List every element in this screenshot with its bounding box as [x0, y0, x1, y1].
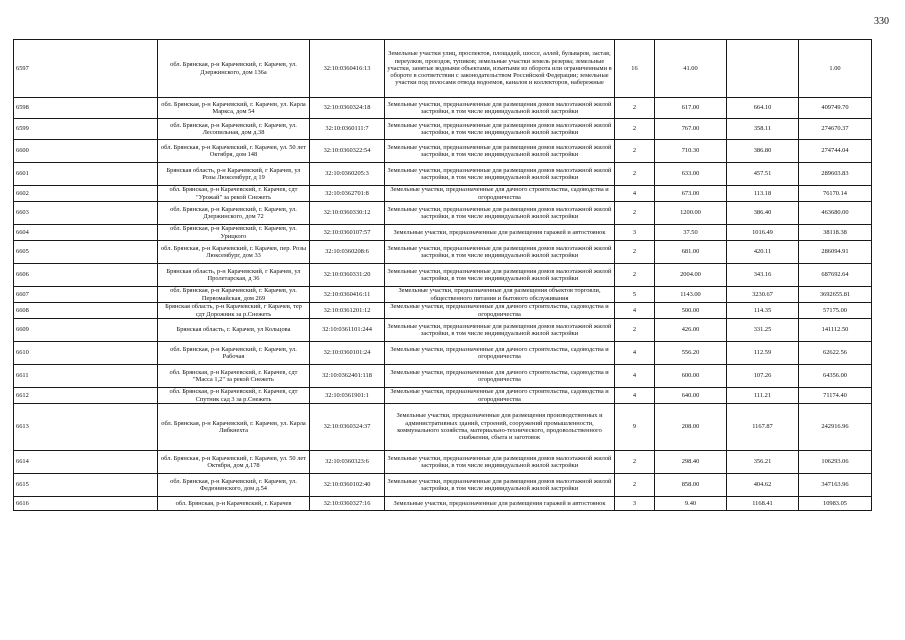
area-cell: 673.00	[655, 186, 727, 202]
area-cell: 37.50	[655, 225, 727, 241]
address-cell: Брянская область, р-н Карачевский, г Карачев, ул Розы Люксембург, д 19	[158, 163, 310, 186]
cadastral-value-cell: 62622.56	[799, 342, 872, 365]
specific-value-cell: 114.35	[727, 303, 799, 319]
use-group-cell: 2	[615, 163, 655, 186]
address-cell: обл. Брянская, р-н Карачевский, г. Карачев, ул. Карла Либкнехта	[158, 404, 310, 451]
row-number: 6615	[14, 474, 158, 497]
area-cell: 858.00	[655, 474, 727, 497]
land-use-cell: Земельные участки, предназначенные для размещения производственных и административных зданий, строений, сооружений промышленности, коммунального хозяйства, материально-технического, продовольственного снабжения, сбыта и заготовок	[385, 404, 615, 451]
area-cell: 9.40	[655, 497, 727, 511]
use-group-cell: 4	[615, 388, 655, 404]
cadastral-number-cell: 32:10:0360416:11	[310, 287, 385, 303]
use-group-cell: 4	[615, 303, 655, 319]
cadastral-value-cell: 3692655.81	[799, 287, 872, 303]
land-use-cell: Земельные участки, предназначенные для размещения домов малоэтажной жилой застройки, в том числе индивидуальной жилой застройки	[385, 119, 615, 140]
row-number: 6613	[14, 404, 158, 451]
land-use-cell: Земельные участки, предназначенные для размещения домов малоэтажной жилой застройки, в том числе индивидуальной жилой застройки	[385, 474, 615, 497]
use-group-cell: 2	[615, 241, 655, 264]
specific-value-cell	[727, 40, 799, 98]
land-use-cell: Земельные участки, предназначенные для размещения домов малоэтажной жилой застройки, в том числе индивидуальной жилой застройки	[385, 140, 615, 163]
table-row	[14, 186, 872, 202]
cadastral-value-cell: 38118.38	[799, 225, 872, 241]
specific-value-cell: 107.26	[727, 365, 799, 388]
table-row	[14, 388, 872, 404]
area-cell: 41.00	[655, 40, 727, 98]
land-use-cell: Земельные участки, предназначенные для дачного строительства, садоводства и огородничества	[385, 365, 615, 388]
cadastral-number-cell: 32:10:0361201:12	[310, 303, 385, 319]
use-group-cell: 4	[615, 365, 655, 388]
cadastral-value-cell: 76170.14	[799, 186, 872, 202]
land-use-cell: Земельные участки, предназначенные для размещения домов малоэтажной жилой застройки, в том числе индивидуальной жилой застройки	[385, 163, 615, 186]
table-row	[14, 451, 872, 474]
address-cell: обл. Брянская, р-н Карачевский, г. Карачев, сдт "Урожай" за рекой Снежеть	[158, 186, 310, 202]
area-cell: 617.00	[655, 98, 727, 119]
use-group-cell: 2	[615, 319, 655, 342]
page-number: 330	[874, 16, 889, 27]
land-use-cell: Земельные участки, предназначенные для дачного строительства, садоводства и огородничества	[385, 342, 615, 365]
row-number: 6598	[14, 98, 158, 119]
cadastral-number-cell: 32:10:0360107:57	[310, 225, 385, 241]
land-use-cell: Земельные участки, предназначенные для размещения гаражей и автостоянок	[385, 225, 615, 241]
cadastral-number-cell: 32:10:0361901:1	[310, 388, 385, 404]
table-row	[14, 264, 872, 287]
area-cell: 681.00	[655, 241, 727, 264]
land-use-cell: Земельные участки, предназначенные для размещения объектов торговли, общественного питания и бытового обслуживания	[385, 287, 615, 303]
row-number: 6599	[14, 119, 158, 140]
land-use-cell: Земельные участки, предназначенные для дачного строительства, садоводства и огородничества	[385, 303, 615, 319]
address-cell: обл. Брянская, р-н Карачевский, г. Карачев, ул. 50 лет Октября, дом 148	[158, 140, 310, 163]
cadastral-number-cell: 32:10:0360102:40	[310, 474, 385, 497]
cadastral-number-cell: 32:10:0360111:7	[310, 119, 385, 140]
cadastral-number-cell: 32:10:0360324:37	[310, 404, 385, 451]
cadastral-value-cell: 1.00	[799, 40, 872, 98]
area-cell: 767.00	[655, 119, 727, 140]
use-group-cell: 4	[615, 342, 655, 365]
table-row	[14, 202, 872, 225]
address-cell: Брянская область, р-н Карачевский, г Карачев, тер сдт Дорожник за р.Снежеть	[158, 303, 310, 319]
address-cell: обл. Брянская, р-н Карачевский, г. Карачев, ул. Дзержинского, дом 136а	[158, 40, 310, 98]
use-group-cell: 2	[615, 202, 655, 225]
address-cell: обл. Брянская, р-н Карачевский, г. Карачев, ул. Первомайская, дом 269	[158, 287, 310, 303]
cadastral-value-cell: 71174.40	[799, 388, 872, 404]
row-number: 6606	[14, 264, 158, 287]
use-group-cell: 2	[615, 474, 655, 497]
area-cell: 1200.00	[655, 202, 727, 225]
specific-value-cell: 113.18	[727, 186, 799, 202]
specific-value-cell: 343.16	[727, 264, 799, 287]
row-number: 6610	[14, 342, 158, 365]
row-number: 6597	[14, 40, 158, 98]
cadastral-value-cell: 463680.00	[799, 202, 872, 225]
address-cell: обл. Брянская, р-н Карачевский, г. Карачев, ул. Рабочая	[158, 342, 310, 365]
address-cell: обл. Брянская, р-н Карачевский, г. Карачев, ул. Дзержинского, дом 72	[158, 202, 310, 225]
cadastral-value-cell: 347163.96	[799, 474, 872, 497]
cadastral-number-cell: 32:10:0362401:118	[310, 365, 385, 388]
land-use-cell: Земельные участки, предназначенные для дачного строительства, садоводства и огородничества	[385, 388, 615, 404]
use-group-cell: 3	[615, 497, 655, 511]
table-row	[14, 287, 872, 303]
table-row	[14, 140, 872, 163]
cadastral-number-cell: 32:10:0362701:8	[310, 186, 385, 202]
cadastral-registry-table	[13, 39, 872, 511]
use-group-cell: 9	[615, 404, 655, 451]
address-cell: обл. Брянская, р-н Карачевский, г. Карачев, сдт Спутник сад 3 за р.Снежеть	[158, 388, 310, 404]
table-row	[14, 474, 872, 497]
cadastral-value-cell: 106293.06	[799, 451, 872, 474]
table-row	[14, 225, 872, 241]
use-group-cell: 3	[615, 225, 655, 241]
cadastral-number-cell: 32:10:0361101:244	[310, 319, 385, 342]
table-row	[14, 404, 872, 451]
land-use-cell: Земельные участки, предназначенные для размещения домов малоэтажной жилой застройки, в том числе индивидуальной жилой застройки	[385, 319, 615, 342]
row-number: 6604	[14, 225, 158, 241]
row-number: 6603	[14, 202, 158, 225]
specific-value-cell: 358.11	[727, 119, 799, 140]
cadastral-number-cell: 32:10:0360322:54	[310, 140, 385, 163]
cadastral-number-cell: 32:10:0360205:3	[310, 163, 385, 186]
land-use-cell: Земельные участки улиц, проспектов, площадей, шоссе, аллей, бульваров, застав, переулков, проездов, тупиков; земельные участки земель резерва; земельные участки, занятые водными объектами, изъятыми из оборота или ограниченными в обороте в соответствии с законодательством Российской Федерации; земельные участки под полосами отвода водоемов, каналов и коллекторов, набережные	[385, 40, 615, 98]
land-use-cell: Земельные участки, предназначенные для размещения домов малоэтажной жилой застройки, в том числе индивидуальной жилой застройки	[385, 98, 615, 119]
row-number: 6605	[14, 241, 158, 264]
row-number: 6612	[14, 388, 158, 404]
area-cell: 600.00	[655, 365, 727, 388]
area-cell: 556.20	[655, 342, 727, 365]
land-use-cell: Земельные участки, предназначенные для дачного строительства, садоводства и огородничества	[385, 186, 615, 202]
address-cell: обл. Брянская, р-н Карачевский, г. Карачев, ул. 50 лет Октября, дом д.178	[158, 451, 310, 474]
land-use-cell: Земельные участки, предназначенные для размещения домов малоэтажной жилой застройки, в том числе индивидуальной жилой застройки	[385, 202, 615, 225]
cadastral-value-cell: 242916.96	[799, 404, 872, 451]
area-cell: 426.00	[655, 319, 727, 342]
use-group-cell: 2	[615, 264, 655, 287]
use-group-cell: 2	[615, 451, 655, 474]
row-number: 6609	[14, 319, 158, 342]
specific-value-cell: 356.21	[727, 451, 799, 474]
cadastral-number-cell: 32:10:0360208:6	[310, 241, 385, 264]
use-group-cell: 4	[615, 186, 655, 202]
cadastral-number-cell: 32:10:0360330:12	[310, 202, 385, 225]
table-row	[14, 342, 872, 365]
cadastral-value-cell: 274744.04	[799, 140, 872, 163]
specific-value-cell: 112.59	[727, 342, 799, 365]
table-row	[14, 497, 872, 511]
row-number: 6616	[14, 497, 158, 511]
specific-value-cell: 457.51	[727, 163, 799, 186]
land-use-cell: Земельные участки, предназначенные для размещения гаражей и автостоянок	[385, 497, 615, 511]
cadastral-value-cell: 57175.00	[799, 303, 872, 319]
address-cell: обл. Брянская, р-н Карачевский, г. Карачев, ул. Федюнинского, дом д.54	[158, 474, 310, 497]
address-cell: Брянская область, г. Карачев, ул Кольцова	[158, 319, 310, 342]
specific-value-cell: 3230.67	[727, 287, 799, 303]
address-cell: обл. Брянская, р-н Карачевский, г. Карачев, сдт "Масса 1,2" за рекой Снежеть	[158, 365, 310, 388]
use-group-cell: 2	[615, 140, 655, 163]
area-cell: 2004.00	[655, 264, 727, 287]
area-cell: 640.00	[655, 388, 727, 404]
address-cell: Брянская область, р-н Карачевский, г Карачев, ул Пролетарская, д 36	[158, 264, 310, 287]
specific-value-cell: 664.10	[727, 98, 799, 119]
specific-value-cell: 1168.41	[727, 497, 799, 511]
specific-value-cell: 386.40	[727, 202, 799, 225]
cadastral-number-cell: 32:10:0360101:24	[310, 342, 385, 365]
table-row	[14, 119, 872, 140]
address-cell: обл. Брянская, р-н Карачевский, г. Карачев, ул. Лесопильная, дом д.38	[158, 119, 310, 140]
cadastral-value-cell: 409749.70	[799, 98, 872, 119]
table-row	[14, 241, 872, 264]
area-cell: 633.00	[655, 163, 727, 186]
use-group-cell: 16	[615, 40, 655, 98]
table-row	[14, 98, 872, 119]
use-group-cell: 5	[615, 287, 655, 303]
cadastral-number-cell: 32:10:0360331:20	[310, 264, 385, 287]
specific-value-cell: 386.80	[727, 140, 799, 163]
specific-value-cell: 1167.87	[727, 404, 799, 451]
cadastral-value-cell: 289603.83	[799, 163, 872, 186]
cadastral-value-cell: 687692.64	[799, 264, 872, 287]
cadastral-number-cell: 32:10:0360416:13	[310, 40, 385, 98]
specific-value-cell: 111.21	[727, 388, 799, 404]
specific-value-cell: 420.11	[727, 241, 799, 264]
land-use-cell: Земельные участки, предназначенные для размещения домов малоэтажной жилой застройки, в том числе индивидуальной жилой застройки	[385, 451, 615, 474]
cadastral-value-cell: 286094.91	[799, 241, 872, 264]
address-cell: обл. Брянская, р-н Карачевский, г. Карачев, ул. Карла Маркса, дом 54	[158, 98, 310, 119]
table-row	[14, 319, 872, 342]
cadastral-value-cell: 64356.00	[799, 365, 872, 388]
cadastral-number-cell: 32:10:0360323:6	[310, 451, 385, 474]
address-cell: обл. Брянская, р-н Карачевский, г. Карачев	[158, 497, 310, 511]
row-number: 6600	[14, 140, 158, 163]
area-cell: 208.00	[655, 404, 727, 451]
table-row	[14, 365, 872, 388]
cadastral-value-cell: 274670.37	[799, 119, 872, 140]
specific-value-cell: 331.25	[727, 319, 799, 342]
area-cell: 710.30	[655, 140, 727, 163]
table-row	[14, 40, 872, 98]
cadastral-value-cell: 141112.50	[799, 319, 872, 342]
table-row	[14, 303, 872, 319]
use-group-cell: 2	[615, 119, 655, 140]
cadastral-number-cell: 32:10:0360324:18	[310, 98, 385, 119]
area-cell: 1143.00	[655, 287, 727, 303]
row-number: 6608	[14, 303, 158, 319]
specific-value-cell: 1016.49	[727, 225, 799, 241]
cadastral-number-cell: 32:10:0360327:16	[310, 497, 385, 511]
table-row	[14, 163, 872, 186]
address-cell: обл. Брянская, р-н Карачевский, г. Карачев, пер. Розы Люксембург, дом 33	[158, 241, 310, 264]
land-use-cell: Земельные участки, предназначенные для размещения домов малоэтажной жилой застройки, в том числе индивидуальной жилой застройки	[385, 264, 615, 287]
area-cell: 500.00	[655, 303, 727, 319]
row-number: 6607	[14, 287, 158, 303]
specific-value-cell: 404.62	[727, 474, 799, 497]
row-number: 6602	[14, 186, 158, 202]
row-number: 6611	[14, 365, 158, 388]
address-cell: обл. Брянская, р-н Карачевский, г. Карачев, ул. Урицкого	[158, 225, 310, 241]
area-cell: 298.40	[655, 451, 727, 474]
land-use-cell: Земельные участки, предназначенные для размещения домов малоэтажной жилой застройки, в том числе индивидуальной жилой застройки	[385, 241, 615, 264]
row-number: 6614	[14, 451, 158, 474]
cadastral-value-cell: 10983.05	[799, 497, 872, 511]
row-number: 6601	[14, 163, 158, 186]
use-group-cell: 2	[615, 98, 655, 119]
